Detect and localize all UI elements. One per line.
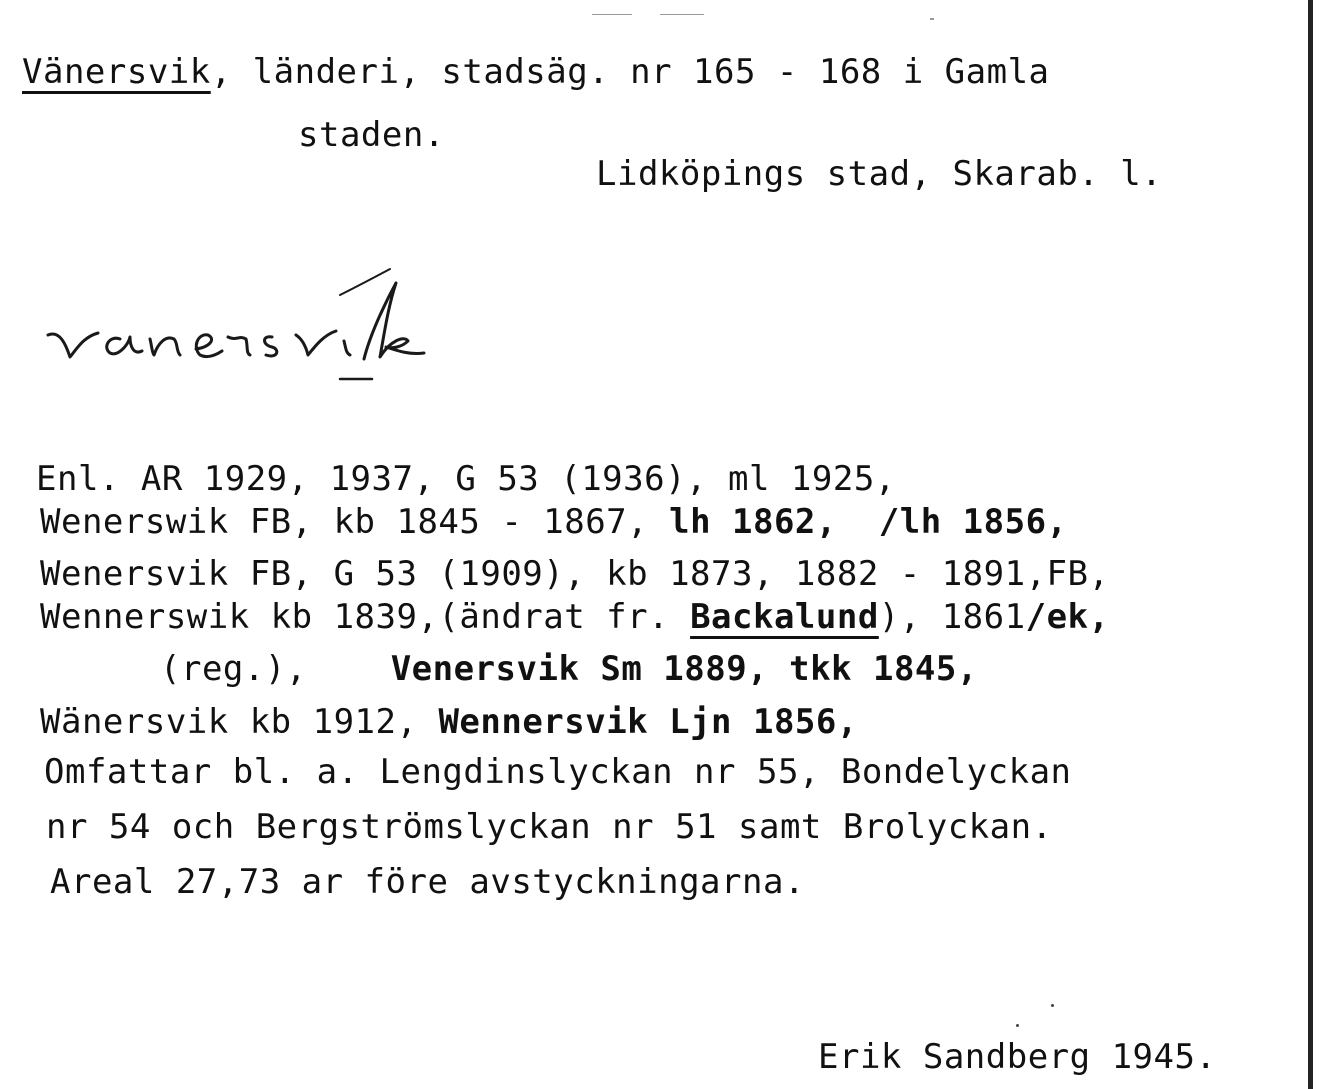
header-line-1	[22, 52, 1050, 92]
body-line-4	[40, 597, 1110, 637]
header-line-1-rest: , länderi, stadsäg. nr 165 - 168 i Gamla	[210, 52, 1050, 92]
body-line-1: Enl. AR 1929, 1937, G 53 (1936), ml 1925,	[36, 459, 896, 499]
signature-line: Erik Sandberg 1945.	[818, 1037, 1217, 1077]
body-line-3: Wenersvik FB, G 53 (1909), kb 1873, 1882 - 1891,FB,	[40, 554, 1110, 594]
body-line-4-a: Wennerswik kb 1839,(ändrat fr.	[40, 597, 691, 637]
scan-speck	[930, 18, 934, 20]
body-line-5	[160, 649, 978, 689]
body-line-6-a: Wänersvik kb 1912,	[40, 702, 439, 742]
backalund-ref: Backalund	[690, 597, 879, 637]
body-line-2	[40, 502, 1068, 542]
body-line-5-a: (reg.),	[160, 649, 307, 689]
body-line-9: Areal 27,73 ar före avstyckningarna.	[50, 862, 805, 902]
handwritten-note	[40, 255, 600, 395]
header-location: Lidköpings stad, Skarab. l.	[596, 154, 1163, 194]
place-name: Vänersvik	[22, 52, 211, 92]
body-line-6	[40, 702, 858, 742]
scan-speck	[592, 14, 632, 15]
body-line-2-a: Wenerswik FB, kb 1845 - 1867,	[40, 502, 670, 542]
scan-speck	[660, 14, 704, 15]
body-line-4-b: ), 1861	[878, 597, 1026, 637]
body-line-5-b: Venersvik Sm 1889, tkk 1845,	[390, 649, 978, 689]
body-line-2-b: lh 1862, /lh 1856,	[669, 502, 1068, 542]
body-line-6-b: Wennersvik Ljn 1856,	[438, 702, 858, 742]
body-line-8: nr 54 och Bergströmslyckan nr 51 samt Brolyckan.	[46, 807, 1053, 847]
scan-speck	[1051, 1004, 1054, 1007]
body-line-4-c: /ek,	[1025, 597, 1110, 637]
scan-speck	[1016, 1024, 1019, 1027]
body-line-7: Omfattar bl. a. Lengdinslyckan nr 55, Bondelyckan	[44, 752, 1072, 792]
header-line-2: staden.	[298, 115, 445, 155]
card-edge	[1308, 0, 1313, 1089]
